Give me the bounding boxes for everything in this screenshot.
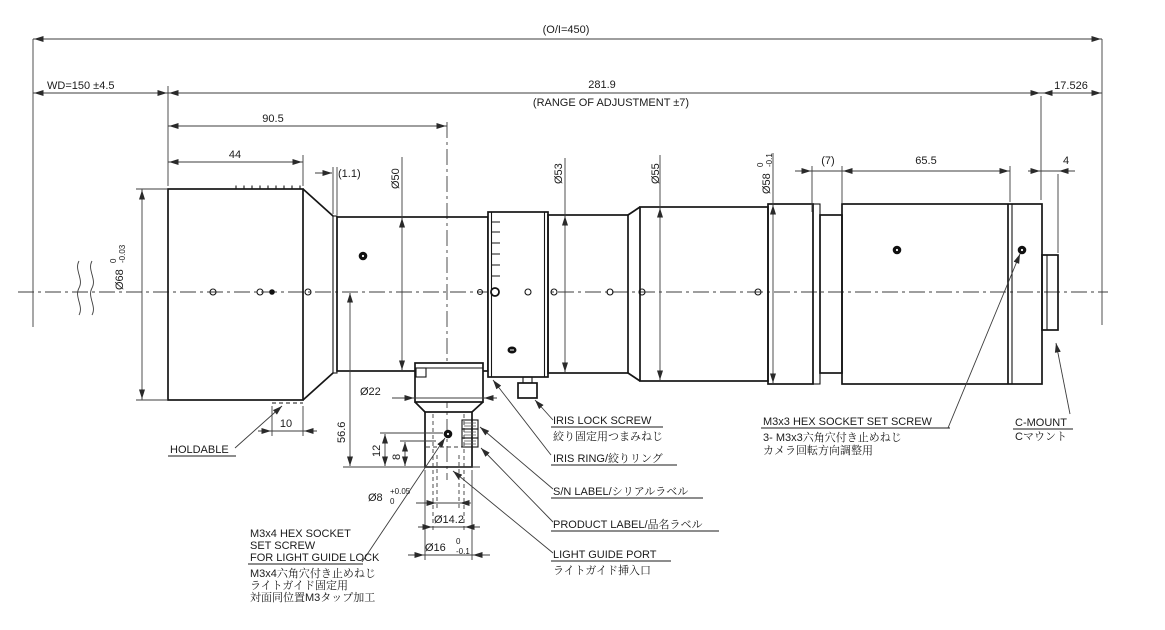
callout-product-label: PRODUCT LABEL/品名ラベル — [553, 519, 703, 531]
callout-m3x4-line1: M3x4 HEX SOCKET — [250, 528, 351, 540]
dim-dia68-tol-lower: -0.03 — [118, 244, 127, 263]
dim-wd: WD=150 ±4.5 — [47, 80, 115, 92]
dim-dia8-tol-upper: +0.05 — [390, 487, 411, 496]
dim-12: 12 — [371, 444, 383, 457]
m3x4-set-screw-hole — [447, 433, 449, 435]
port-cap-outline — [415, 363, 483, 402]
dim-17-526: 17.526 — [1054, 80, 1088, 92]
callout-m3x3-jp2: カメラ回転方向調整用 — [763, 445, 873, 457]
front-barrel-outline — [168, 189, 303, 400]
iris-lock-screw-leader — [535, 400, 553, 420]
dimension-lines — [33, 39, 1102, 560]
dimension-arrows — [34, 39, 1101, 555]
port-taper — [415, 402, 483, 412]
callout-m3x4-line3: FOR LIGHT GUIDE LOCK — [250, 552, 380, 564]
callout-c-mount-jp: Cマウント — [1015, 431, 1067, 443]
set-screw-hole — [362, 255, 364, 257]
dim-10: 10 — [279, 418, 293, 430]
dim-dia50: Ø50 — [390, 168, 402, 189]
dim-dia8: Ø8 — [368, 492, 383, 504]
dim-8: 8 — [391, 453, 403, 460]
dim-90-5: 90.5 — [262, 113, 284, 125]
dia58-section-outline — [768, 204, 813, 384]
dim-dia22: Ø22 — [360, 386, 381, 398]
dim-oi: (O/I=450) — [542, 24, 590, 36]
dim-dia8-tol-lower: 0 — [390, 497, 395, 506]
callout-m3x4-jp2: ライトガイド固定用 — [250, 580, 349, 592]
callout-iris-lock-screw-en: IRIS LOCK SCREW — [553, 415, 652, 427]
dim-1-1: (1.1) — [338, 168, 361, 180]
callout-m3x4-jp3: 対面同位置M3タップ加工 — [250, 592, 376, 604]
callout-holdable: HOLDABLE — [170, 444, 229, 456]
callout-light-guide-port-jp: ライトガイド挿入口 — [553, 565, 652, 577]
iris-ring-leader — [493, 380, 551, 455]
dim-65-5: 65.5 — [915, 155, 937, 167]
callout-m3x4-jp1: M3x4六角穴付き止めねじ — [250, 568, 376, 580]
c-mount-leader — [1056, 343, 1070, 414]
dim-dia58-tol-upper: 0 — [756, 162, 765, 167]
dim-dia58-tol-lower: -0.1 — [765, 153, 774, 167]
product-label-leader — [481, 448, 553, 522]
break-symbol — [78, 261, 94, 315]
dim-dia16-tol-lower: -0.1 — [456, 547, 470, 556]
m3x3-set-screw-rear-hole — [1021, 249, 1023, 251]
callout-texts — [168, 415, 1073, 604]
dimension-texts — [47, 24, 1088, 556]
dia55-barrel-outline — [640, 207, 768, 381]
leader-lines — [235, 254, 1070, 562]
light-guide-port-leader — [453, 471, 553, 553]
serial-label-text-lines — [464, 423, 476, 444]
set-screw-dots — [359, 246, 1027, 261]
m3x3-leader — [948, 254, 1020, 428]
dim-dia53: Ø53 — [553, 163, 565, 184]
taper-rear — [628, 207, 640, 381]
dia50-barrel-outline — [337, 217, 488, 371]
dim-dia58-group — [756, 153, 774, 194]
dia53-barrel-outline — [548, 215, 628, 373]
callout-iris-ring: IRIS RING/絞りリング — [553, 453, 663, 465]
callout-iris-lock-screw-jp: 絞り固定用つまみねじ — [553, 431, 663, 443]
dim-7: (7) — [821, 155, 835, 167]
thin-ring-outline — [813, 204, 820, 384]
lens-body — [168, 186, 1058, 401]
m3x3-set-screw-hole — [896, 249, 898, 251]
dim-range-of-adjustment: (RANGE OF ADJUSTMENT ±7) — [532, 97, 690, 109]
dim-56-6: 56.6 — [336, 421, 348, 443]
dim-dia68-tol-upper: 0 — [109, 258, 118, 263]
callout-c-mount-en: C-MOUNT — [1015, 417, 1067, 429]
dim-dia16-group — [425, 537, 470, 556]
holdable-leader — [235, 406, 282, 448]
dim-dia68: Ø68 — [114, 269, 126, 290]
callout-m3x4-line2: SET SCREW — [250, 540, 316, 552]
iris-lock-screw-head — [518, 383, 537, 398]
dim-44: 44 — [228, 149, 242, 161]
dim-dia68-group — [109, 244, 127, 290]
dim-dia58: Ø58 — [761, 173, 773, 194]
dim-dia14-2: Ø14.2 — [434, 514, 464, 526]
iris-lock-screw-neck — [523, 377, 532, 383]
dim-dia55: Ø55 — [650, 163, 662, 184]
dim-dia8-group — [368, 487, 411, 506]
dim-dia16: Ø16 — [425, 542, 446, 554]
dim-dia16-tol-upper: 0 — [456, 537, 461, 546]
dim-4: 4 — [1062, 155, 1070, 167]
adjustment-ring-outline — [820, 215, 842, 373]
callout-m3x3-en: M3x3 HEX SOCKET SET SCREW — [763, 416, 932, 428]
dim-281-9: 281.9 — [588, 79, 616, 91]
callout-light-guide-port-en: LIGHT GUIDE PORT — [553, 549, 657, 561]
callout-m3x3-jp1: 3- M3x3六角穴付き止めねじ — [763, 432, 902, 444]
callout-sn-label: S/N LABEL/シリアルラベル — [553, 486, 689, 498]
c-mount-thread-outline — [1042, 255, 1058, 330]
